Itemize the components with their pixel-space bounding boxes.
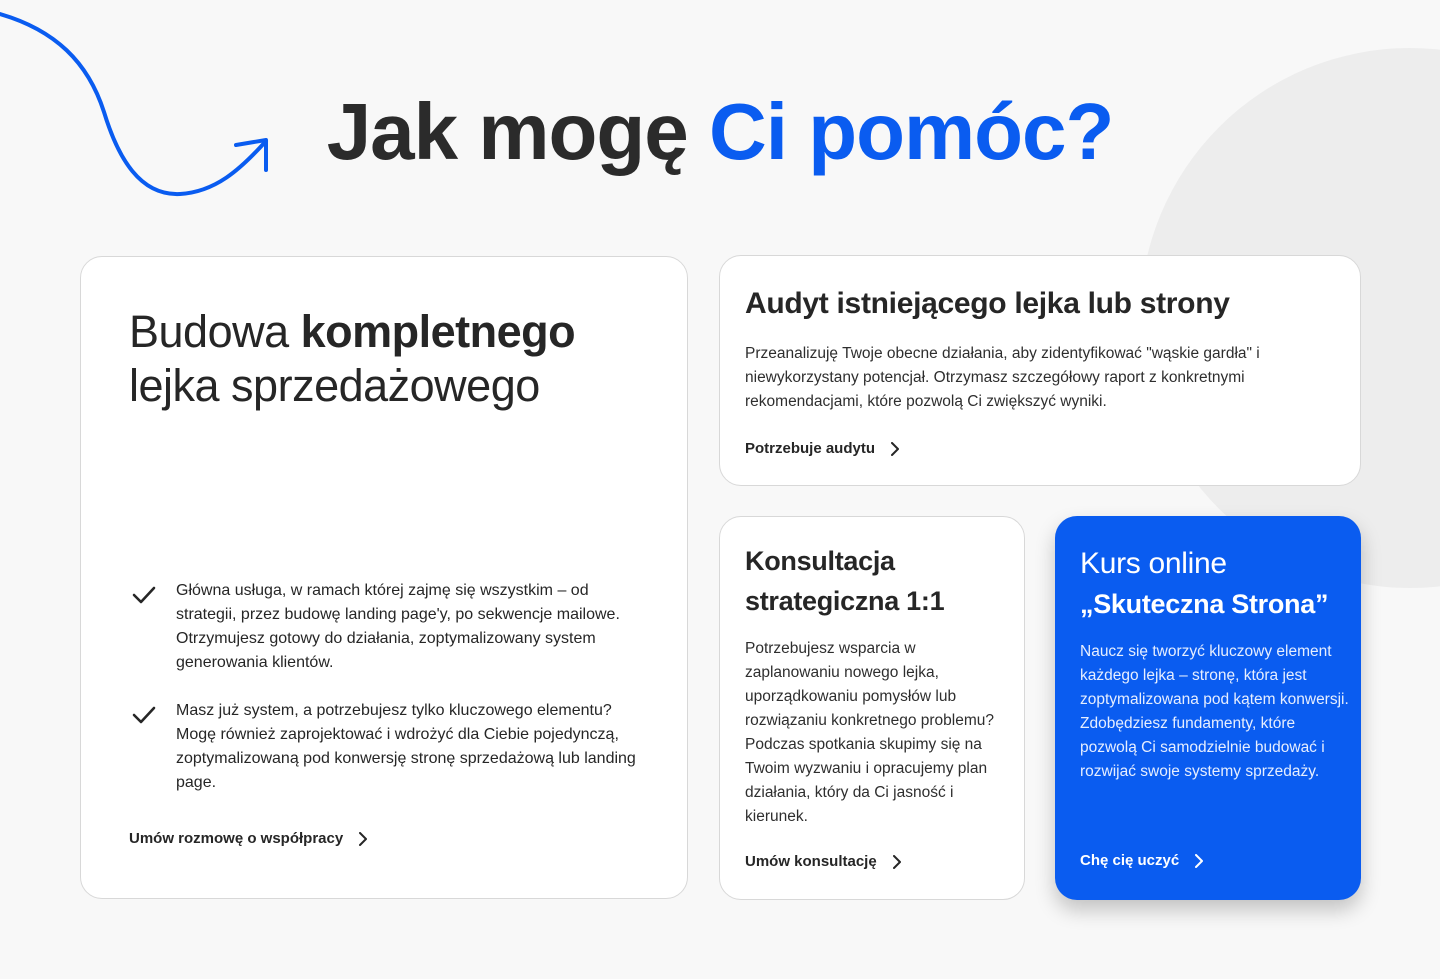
chevron-right-icon: [1195, 854, 1203, 868]
checkmark-icon: [132, 585, 156, 605]
card-title: [129, 305, 575, 413]
chevron-right-icon: [893, 855, 901, 869]
page-title: [0, 84, 1440, 180]
audit-link[interactable]: [745, 440, 899, 457]
link-label: Umów rozmowę o współpracy: [129, 830, 344, 847]
course-link[interactable]: [1080, 852, 1203, 869]
service-card-consultation: [719, 516, 1025, 900]
link-label: Potrzebuje audytu: [745, 440, 876, 457]
title-line1: Kurs online: [1080, 547, 1227, 580]
card-title: [1080, 544, 1328, 624]
card-title: Konsultacja strategiczna 1:1: [745, 546, 945, 616]
chevron-right-icon: [359, 832, 367, 846]
link-label: Umów konsultację: [745, 853, 877, 870]
card-title: Audyt istniejącego lejka lub strony: [745, 287, 1230, 320]
schedule-meeting-link[interactable]: [129, 830, 367, 847]
chevron-right-icon: [891, 442, 899, 456]
service-card-funnel: [80, 256, 688, 899]
title-line2: lejka sprzedażowego: [129, 360, 540, 411]
list-item: [129, 699, 649, 795]
card-description: Naucz się tworzyć kluczowy element każdego lejka – stronę, która jest zoptymalizowana pod kątem konwersji. Zdobędziesz fundamenty, które pozwolą Ci samodzielnie budować i rozwijać swoje systemy sprzedaży.: [1080, 643, 1349, 780]
service-card-course: [1055, 516, 1361, 900]
list-item-text: Masz już system, a potrzebujesz tylko kluczowego elementu? Mogę również zaprojektować i wdrożyć dla Ciebie pojedynczą, zoptymalizowaną pod konwersję stronę sprzedażową lub landing page.: [176, 702, 636, 791]
list-item-text: Główna usługa, w ramach której zajmę się wszystkim – od strategii, przez budowę landing page'y, po sekwencje mailowe. Otrzymujesz gotowy do działania, zoptymalizowany system generowania klientów.: [176, 582, 620, 671]
title-part-dark: Jak mogę: [326, 87, 709, 176]
card-description: Potrzebujesz wsparcia w zaplanowaniu nowego lejka, uporządkowaniu pomysłów lub rozwiązaniu konkretnego problemu? Podczas spotkania skupimy się na Twoim wyzwaniu i opracujemy plan działania, który da Ci jasność i kierunek.: [745, 640, 995, 825]
title-regular: Budowa: [129, 306, 301, 357]
link-label: Chę cię uczyć: [1080, 852, 1180, 869]
title-line2: „Skuteczna Strona”: [1080, 589, 1329, 619]
feature-list: [129, 579, 649, 819]
service-card-audit: [719, 255, 1361, 486]
card-description: Przeanalizuję Twoje obecne działania, aby zidentyfikować "wąskie gardła" i niewykorzystany potencjał. Otrzymasz szczegółowy raport z konkretnymi rekomendacjami, które pozwolą Ci zwiększyć wyniki.: [745, 345, 1260, 410]
checkmark-icon: [132, 705, 156, 725]
list-item: [129, 579, 649, 675]
title-bold: kompletnego: [300, 306, 576, 357]
consultation-link[interactable]: [745, 853, 901, 870]
title-part-accent: Ci pomóc?: [708, 87, 1114, 176]
